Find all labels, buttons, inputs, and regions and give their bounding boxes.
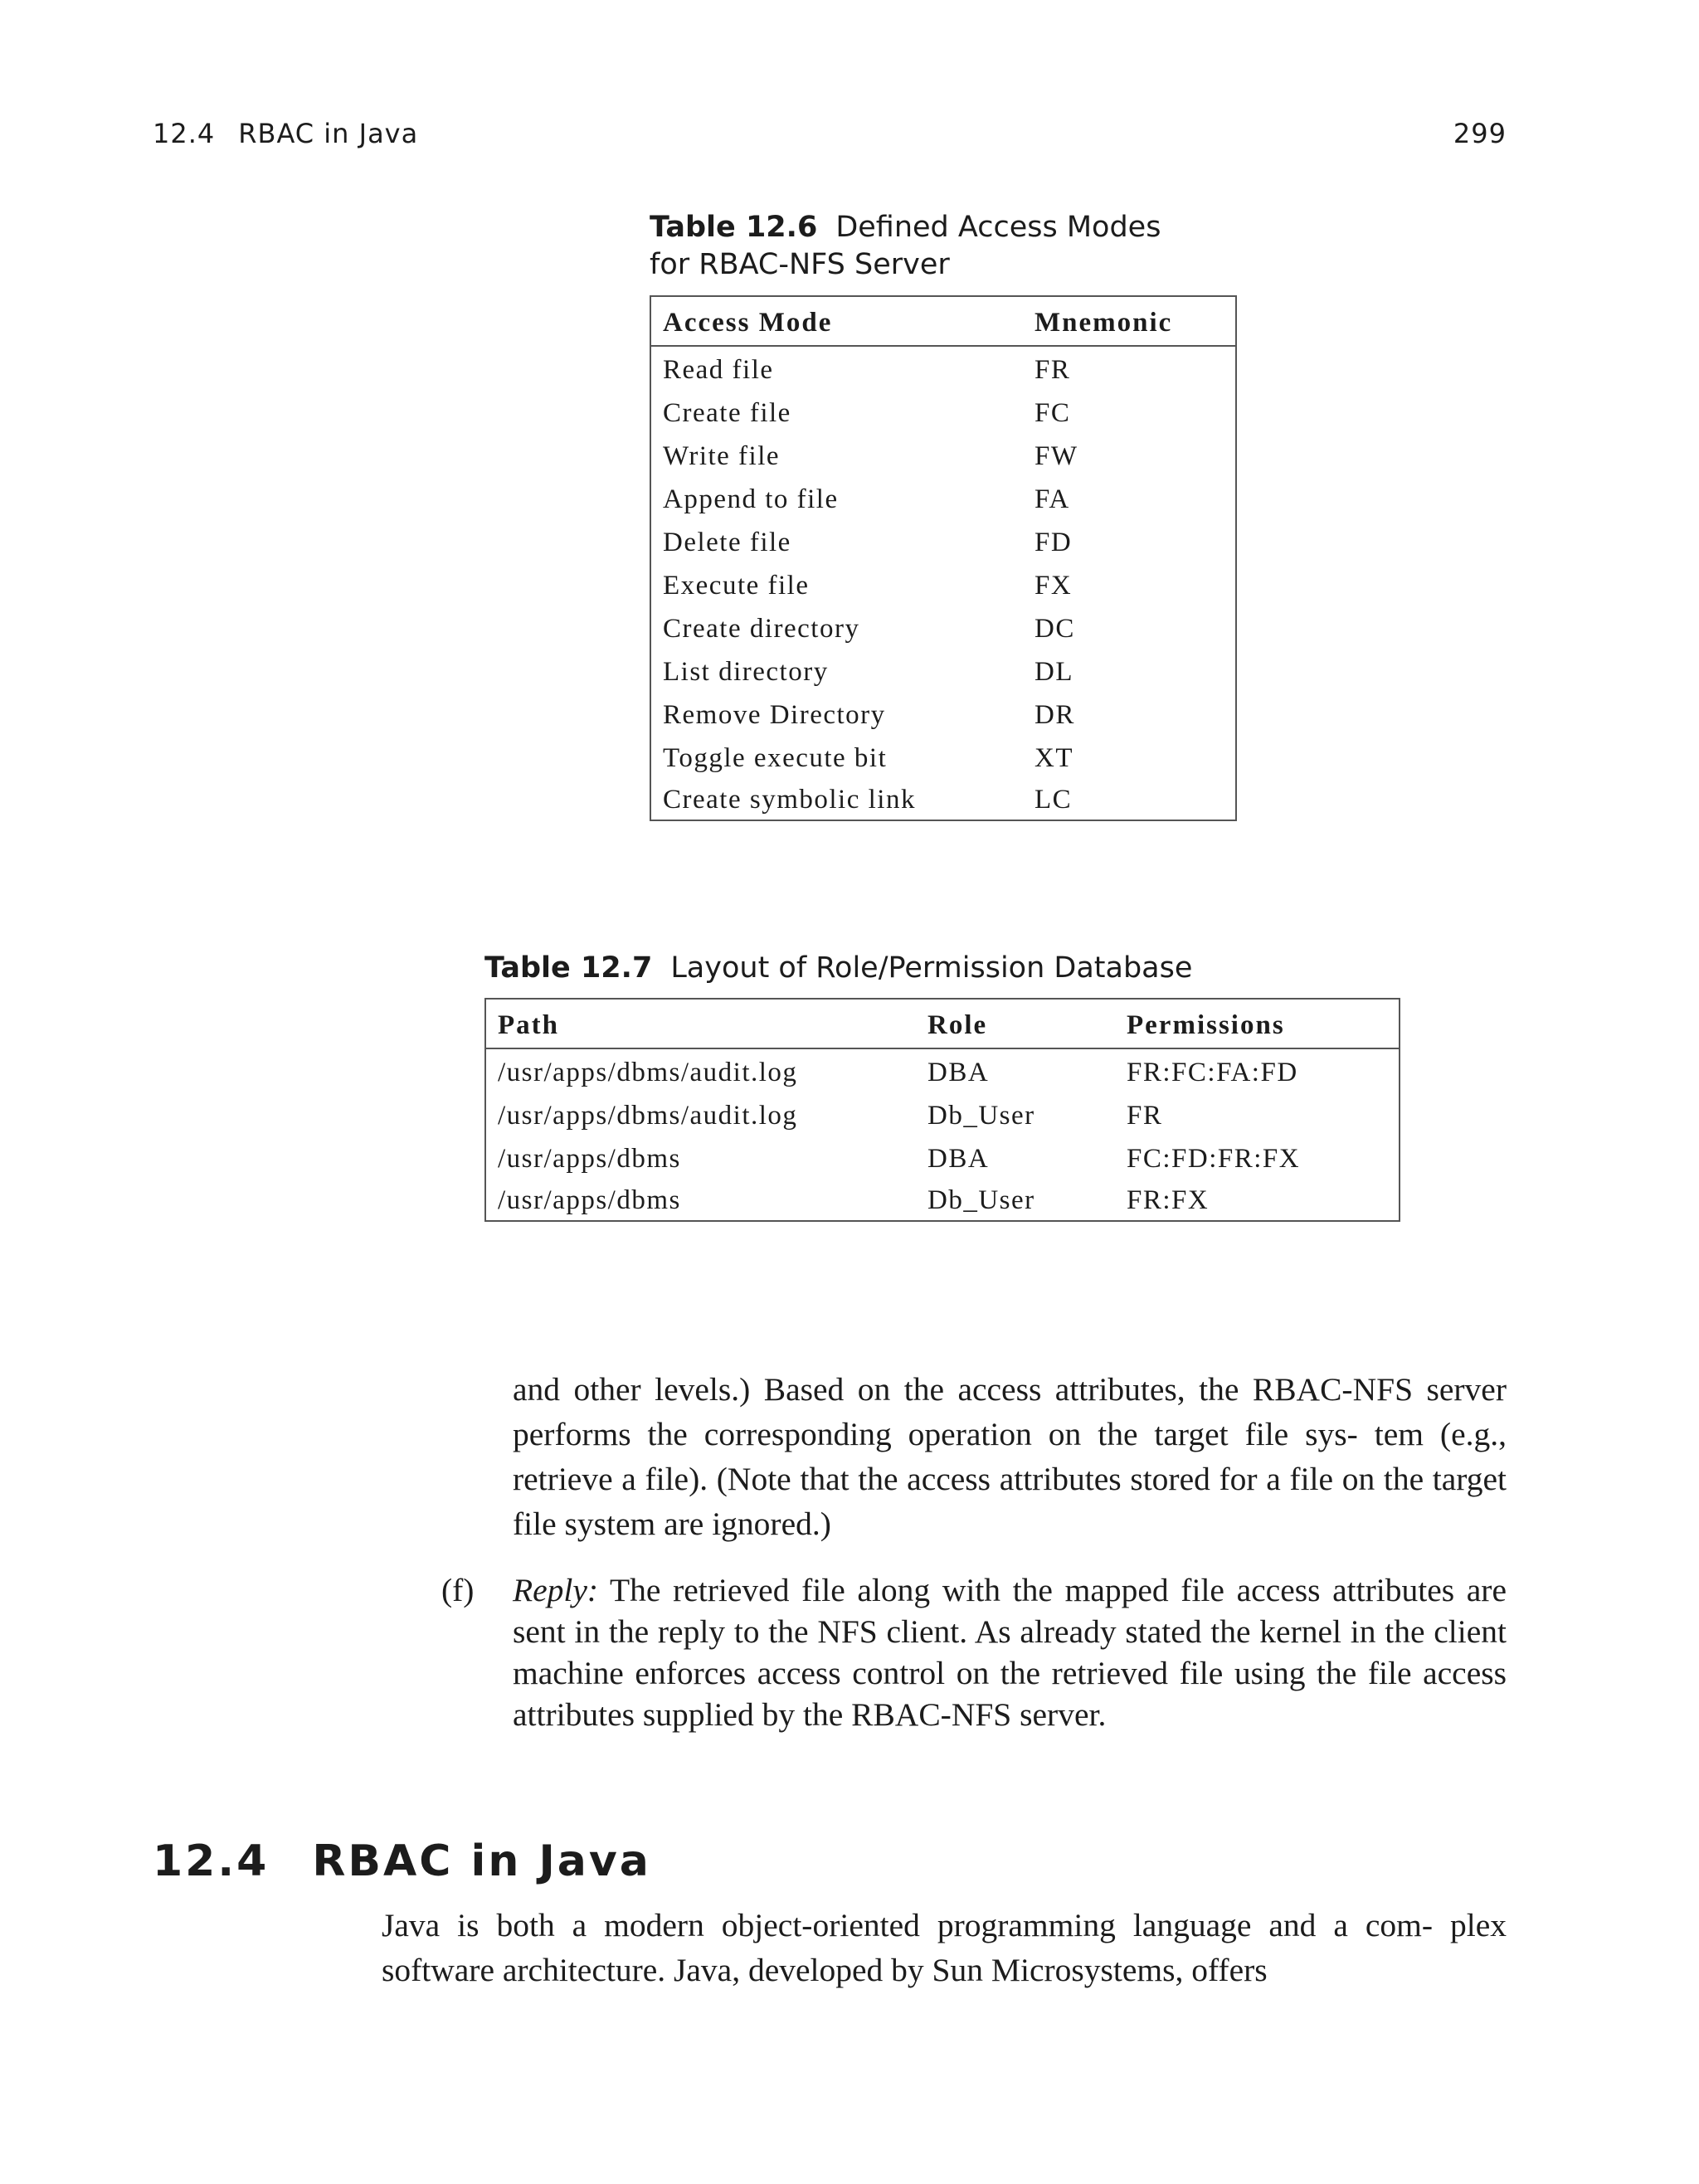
permissions-cell: FR bbox=[1127, 1100, 1163, 1131]
access-mode-cell: Delete file bbox=[663, 527, 791, 557]
column-header-role: Role bbox=[916, 999, 1115, 1048]
access-mode-cell: Create directory bbox=[663, 613, 860, 644]
mnemonic-cell: FA bbox=[1034, 484, 1070, 514]
table-row bbox=[485, 1094, 1400, 1137]
table-row bbox=[650, 435, 1236, 478]
mnemonic-cell: FD bbox=[1034, 527, 1073, 557]
access-mode-cell: Create file bbox=[663, 397, 791, 428]
running-head-section-number: 12.4 bbox=[153, 118, 216, 149]
permissions-cell: FR:FC:FA:FD bbox=[1127, 1057, 1298, 1087]
page-number: 299 bbox=[1453, 118, 1507, 149]
table-12-6-caption-line2: for RBAC-NFS Server bbox=[650, 248, 950, 281]
role-cell: DBA bbox=[927, 1057, 990, 1087]
table-12-7 bbox=[484, 998, 1400, 1222]
column-header-mnemonic: Mnemonic bbox=[1023, 296, 1236, 346]
table-12-6-label: Table 12.6 bbox=[650, 211, 818, 244]
table-row bbox=[650, 607, 1236, 650]
column-header-access-mode: Access Mode bbox=[650, 296, 1023, 346]
access-mode-cell: Create symbolic link bbox=[663, 784, 916, 815]
table-row bbox=[650, 780, 1236, 820]
table-row bbox=[650, 521, 1236, 564]
role-cell: Db_User bbox=[927, 1100, 1035, 1131]
path-cell: /usr/apps/dbms bbox=[498, 1184, 681, 1215]
list-item-f-text: The retrieved file along with the mapped file access attributes are sent in the reply to the NFS client. As already stated the kernel in the client machine enforces access control on the retrieved file using the file access attributes supplied by the RBAC-NFS server. bbox=[513, 1572, 1507, 1733]
role-cell: DBA bbox=[927, 1143, 990, 1174]
role-cell: Db_User bbox=[927, 1184, 1035, 1215]
table-12-7-label: Table 12.7 bbox=[484, 951, 653, 985]
access-mode-cell: Read file bbox=[663, 354, 774, 385]
section-heading-title: RBAC in Java bbox=[312, 1836, 651, 1886]
table-12-7-caption-text: Layout of Role/Permission Database bbox=[670, 951, 1193, 985]
access-mode-cell: Append to file bbox=[663, 484, 839, 514]
mnemonic-cell: FW bbox=[1034, 440, 1078, 471]
table-header-row bbox=[650, 296, 1236, 346]
table-row bbox=[485, 1048, 1400, 1094]
table-row bbox=[650, 693, 1236, 737]
mnemonic-cell: FR bbox=[1034, 354, 1071, 385]
mnemonic-cell: DC bbox=[1034, 613, 1075, 644]
mnemonic-cell: FC bbox=[1034, 397, 1071, 428]
access-mode-cell: Toggle execute bit bbox=[663, 742, 888, 773]
list-marker-f: (f) bbox=[441, 1572, 475, 1608]
running-head-section bbox=[153, 118, 418, 149]
permissions-cell: FR:FX bbox=[1127, 1184, 1210, 1215]
running-head-section-title: RBAC in Java bbox=[238, 118, 419, 149]
table-12-6-caption bbox=[650, 209, 1161, 284]
table-row bbox=[485, 1137, 1400, 1180]
list-item-f bbox=[513, 1569, 1507, 1735]
path-cell: /usr/apps/dbms bbox=[498, 1143, 681, 1174]
path-cell: /usr/apps/dbms/audit.log bbox=[498, 1100, 798, 1131]
continuation-paragraph: and other levels.) Based on the access attributes, the RBAC-NFS server performs the corresponding operation on the target file sys- tem (e.g., retrieve a file). (Note that the access attributes stored for a file on the target file system are ignored.) bbox=[513, 1371, 1507, 1542]
access-mode-cell: Write file bbox=[663, 440, 781, 471]
table-row bbox=[650, 564, 1236, 607]
section-heading bbox=[153, 1835, 651, 1888]
table-row bbox=[650, 392, 1236, 435]
path-cell: /usr/apps/dbms/audit.log bbox=[498, 1057, 798, 1087]
access-mode-cell: Remove Directory bbox=[663, 699, 886, 730]
running-head bbox=[153, 118, 1507, 158]
mnemonic-cell: LC bbox=[1034, 784, 1073, 815]
table-row bbox=[650, 737, 1236, 780]
list-item-f-term: Reply: bbox=[513, 1572, 599, 1608]
column-header-permissions: Permissions bbox=[1115, 999, 1400, 1048]
table-row bbox=[650, 346, 1236, 392]
table-12-6-caption-line1: Defined Access Modes bbox=[835, 211, 1161, 244]
table-row bbox=[650, 650, 1236, 693]
section-intro-paragraph: Java is both a modern object-oriented programming language and a com- plex software architecture. Java, developed by Sun Microsystems, offers bbox=[382, 1907, 1507, 1988]
table-12-6 bbox=[650, 295, 1237, 821]
mnemonic-cell: DR bbox=[1034, 699, 1075, 730]
section-heading-number: 12.4 bbox=[153, 1836, 270, 1886]
table-row bbox=[650, 478, 1236, 521]
table-12-7-caption bbox=[484, 950, 1192, 987]
access-mode-cell: List directory bbox=[663, 656, 829, 687]
mnemonic-cell: DL bbox=[1034, 656, 1073, 687]
access-mode-cell: Execute file bbox=[663, 570, 810, 601]
column-header-path: Path bbox=[485, 999, 916, 1048]
mnemonic-cell: FX bbox=[1034, 570, 1073, 601]
table-header-row bbox=[485, 999, 1400, 1048]
table-row bbox=[485, 1180, 1400, 1221]
mnemonic-cell: XT bbox=[1034, 742, 1073, 773]
permissions-cell: FC:FD:FR:FX bbox=[1127, 1143, 1301, 1174]
